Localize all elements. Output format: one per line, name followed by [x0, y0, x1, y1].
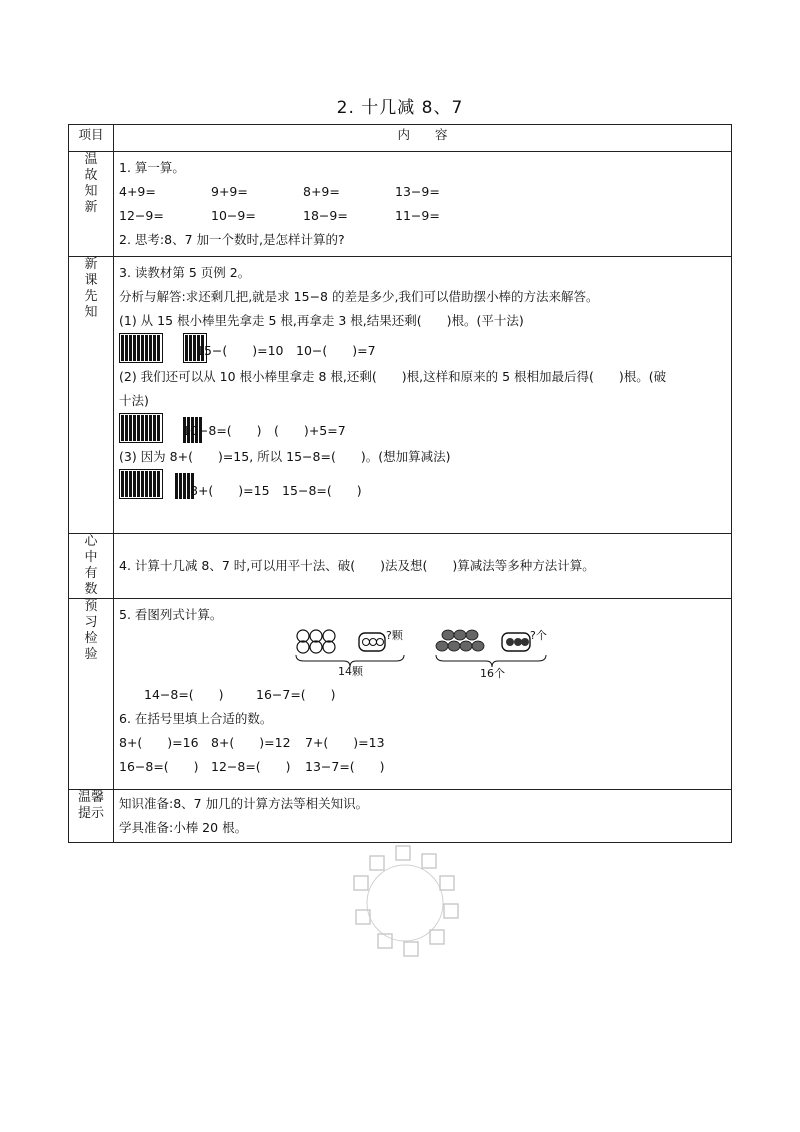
table-header — [69, 125, 732, 152]
tip-knowledge: 知识准备:8、7 加几的计算方法等相关知识。 — [119, 796, 369, 811]
section-label-preview: 新课先知 — [84, 257, 98, 320]
q4-text: 4. 计算十几减 8、7 时,可以用平十法、破( )法及想( )算减法等多种方法计算。 — [119, 558, 595, 573]
q5-figure1-question: ?颗 — [386, 629, 403, 642]
q2-text: 2. 思考:8、7 加一个数时,是怎样计算的? — [119, 232, 345, 247]
q3-part2-line2: 十法) — [119, 393, 149, 408]
q3-title: 3. 读教材第 5 页例 2。 — [119, 265, 251, 280]
section-mind — [69, 534, 732, 599]
study-table — [68, 124, 732, 843]
section-label-tips: 温馨提示 — [77, 790, 104, 821]
section-label-mind: 心中有数 — [84, 534, 98, 597]
stick-bundle-icon — [119, 469, 163, 499]
q1-row1: 4+9= 9+9= 8+9= 13−9= — [119, 184, 440, 199]
q5-figure-fruits — [434, 627, 574, 682]
section-practice — [69, 599, 732, 790]
section-tips — [69, 790, 732, 843]
q3-part3-figure — [114, 469, 731, 501]
stick-bundle-icon — [119, 413, 163, 443]
q5-figure2-total: 16个 — [480, 667, 505, 680]
q5-title: 5. 看图列式计算。 — [119, 607, 223, 622]
tip-tools: 学具准备:小棒 20 根。 — [119, 820, 248, 835]
q6-row2: 16−8=( ) 12−8=( ) 13−7=( ) — [119, 759, 385, 774]
q3-part1: (1) 从 15 根小棒里先拿走 5 根,再拿走 3 根,结果还剩( )根。(平十法) — [119, 313, 524, 328]
q3-part2-equation: 10−8=( ) ( )+5=7 — [182, 423, 346, 438]
q3-part3: (3) 因为 8+( )=15, 所以 15−8=( )。(想加算减法) — [119, 449, 451, 464]
q6-title: 6. 在括号里填上合适的数。 — [119, 711, 273, 726]
stamp-seal-icon — [340, 838, 470, 968]
stick-bundle-icon — [119, 333, 163, 363]
header-item: 项目 — [69, 125, 114, 152]
q5-figure-beads — [294, 627, 414, 677]
section-preview — [69, 257, 732, 534]
q3-analysis: 分析与解答:求还剩几把,就是求 15−8 的差是多少,我们可以借助摆小棒的方法来解答。 — [119, 289, 599, 304]
q3-part1-equation: 15−( )=10 10−( )=7 — [196, 343, 376, 358]
q1-title: 1. 算一算。 — [119, 160, 185, 175]
q5-answers: 14−8=( ) 16−7=( ) — [144, 687, 336, 702]
header-content: 内 容 — [114, 125, 732, 152]
q3-part2-figure — [114, 413, 731, 445]
section-label-practice: 预习检验 — [84, 599, 98, 662]
q3-part1-figure — [114, 333, 731, 365]
q6-row1: 8+( )=16 8+( )=12 7+( )=13 — [119, 735, 385, 750]
q1-row2: 12−9= 10−9= 18−9= 11−9= — [119, 208, 440, 223]
q5-figure2-question: ?个 — [530, 629, 547, 642]
section-review — [69, 152, 732, 257]
watermark-stamp — [340, 838, 470, 968]
q3-part2-line1: (2) 我们还可以从 10 根小棒里拿走 8 根,还剩( )根,这样和原来的 5 根相加最后得( )根。(破 — [119, 369, 667, 384]
section-label-review: 温故知新 — [84, 152, 98, 215]
q5-figure1-total: 14颗 — [338, 665, 363, 678]
q3-part3-equation: 8+( )=15 15−8=( ) — [190, 483, 362, 498]
page-title: 2. 十几减 8、7 — [336, 98, 464, 118]
